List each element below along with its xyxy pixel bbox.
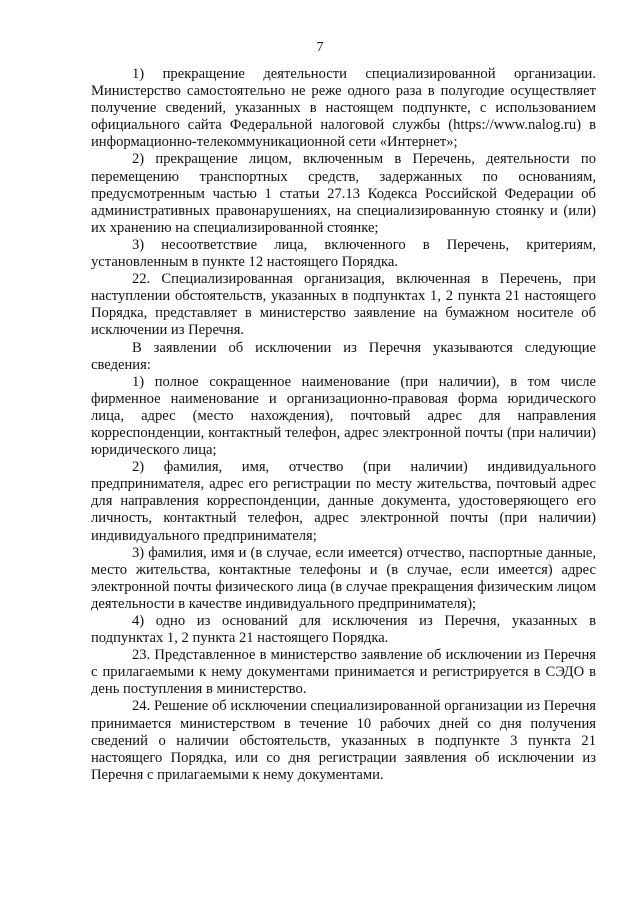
paragraph-individual-info: 3) фамилия, имя и (в случае, если имеется) отчество, паспортные данные, место жительства, контактные телефоны и (в случае, если имеется) адрес электронной почты физического лица (в случае прекращения физическим лицом деятельности в качестве индивидуального предпринимателя); bbox=[91, 544, 596, 612]
paragraph-entrepreneur-info: 2) фамилия, имя, отчество (при наличии) индивидуального предпринимателя, адрес его регистрации по месту жительства, почтовый адрес для направления корреспонденции, данные документа, удостоверяющего его личность, контактный телефон, адрес электронной почты (при наличии) индивидуального предпринимателя; bbox=[91, 459, 596, 544]
paragraph-24: 24. Решение об исключении специализированной организации из Перечня принимается министерством в течение 10 рабочих дней со дня получения сведений о наличии обстоятельств, указанных в подпункте 3 пункта 21 настоящего Порядка, или со дня регистрации заявления об исключении из Перечня с прилагаемыми к нему документами. bbox=[91, 698, 596, 783]
document-body bbox=[91, 66, 596, 784]
paragraph-legal-entity-info: 1) полное сокращенное наименование (при наличии), в том числе фирменное наименование и организационно-правовая форма юридического лица, адрес (место нахождения), почтовый адрес для направления корреспонденции, контактный телефон, адрес электронной почты (при наличии) юридического лица; bbox=[91, 373, 596, 459]
page-number: 7 bbox=[316, 40, 324, 55]
paragraph-criteria-mismatch: 3) несоответствие лица, включенного в Перечень, критериям, установленным в пункте 12 настоящего Порядка. bbox=[91, 236, 596, 271]
paragraph-termination-activity: 1) прекращение деятельности специализированной организации. Министерство самостоятельно не реже одного раза в полугодие осуществляет получение сведений, указанных в настоящем подпункте, с использованием официального сайта Федеральной налоговой службы (https://www.nalog.ru) в информационно-телекоммуникационной сети «Интернет»; bbox=[91, 66, 596, 151]
paragraph-exclusion-grounds: 4) одно из оснований для исключения из Перечня, указанных в подпунктах 1, 2 пункта 21 настоящего Порядка. bbox=[91, 613, 596, 647]
paragraph-termination-towing: 2) прекращение лицом, включенным в Перечень, деятельности по перемещению транспортных средств, задержанных по основаниям, предусмотренным частью 1 статьи 27.13 Кодекса Российской Федерации об административных правонарушениях, на специализированную стоянку и (или) их хранению на специализированной стоянке; bbox=[91, 151, 596, 236]
paragraph-22: 22. Специализированная организация, включенная в Перечень, при наступлении обстоятельств, указанных в подпунктах 1, 2 пункта 21 настоящего Порядка, представляет в министерство заявление на бумажном носителе об исключении из Перечня. bbox=[91, 271, 596, 339]
paragraph-23: 23. Представленное в министерство заявление об исключении из Перечня с прилагаемыми к нему документами принимается и регистрируется в СЭДО в день поступления в министерство. bbox=[91, 647, 596, 698]
paragraph-application-info: В заявлении об исключении из Перечня указываются следующие сведения: bbox=[91, 339, 596, 373]
